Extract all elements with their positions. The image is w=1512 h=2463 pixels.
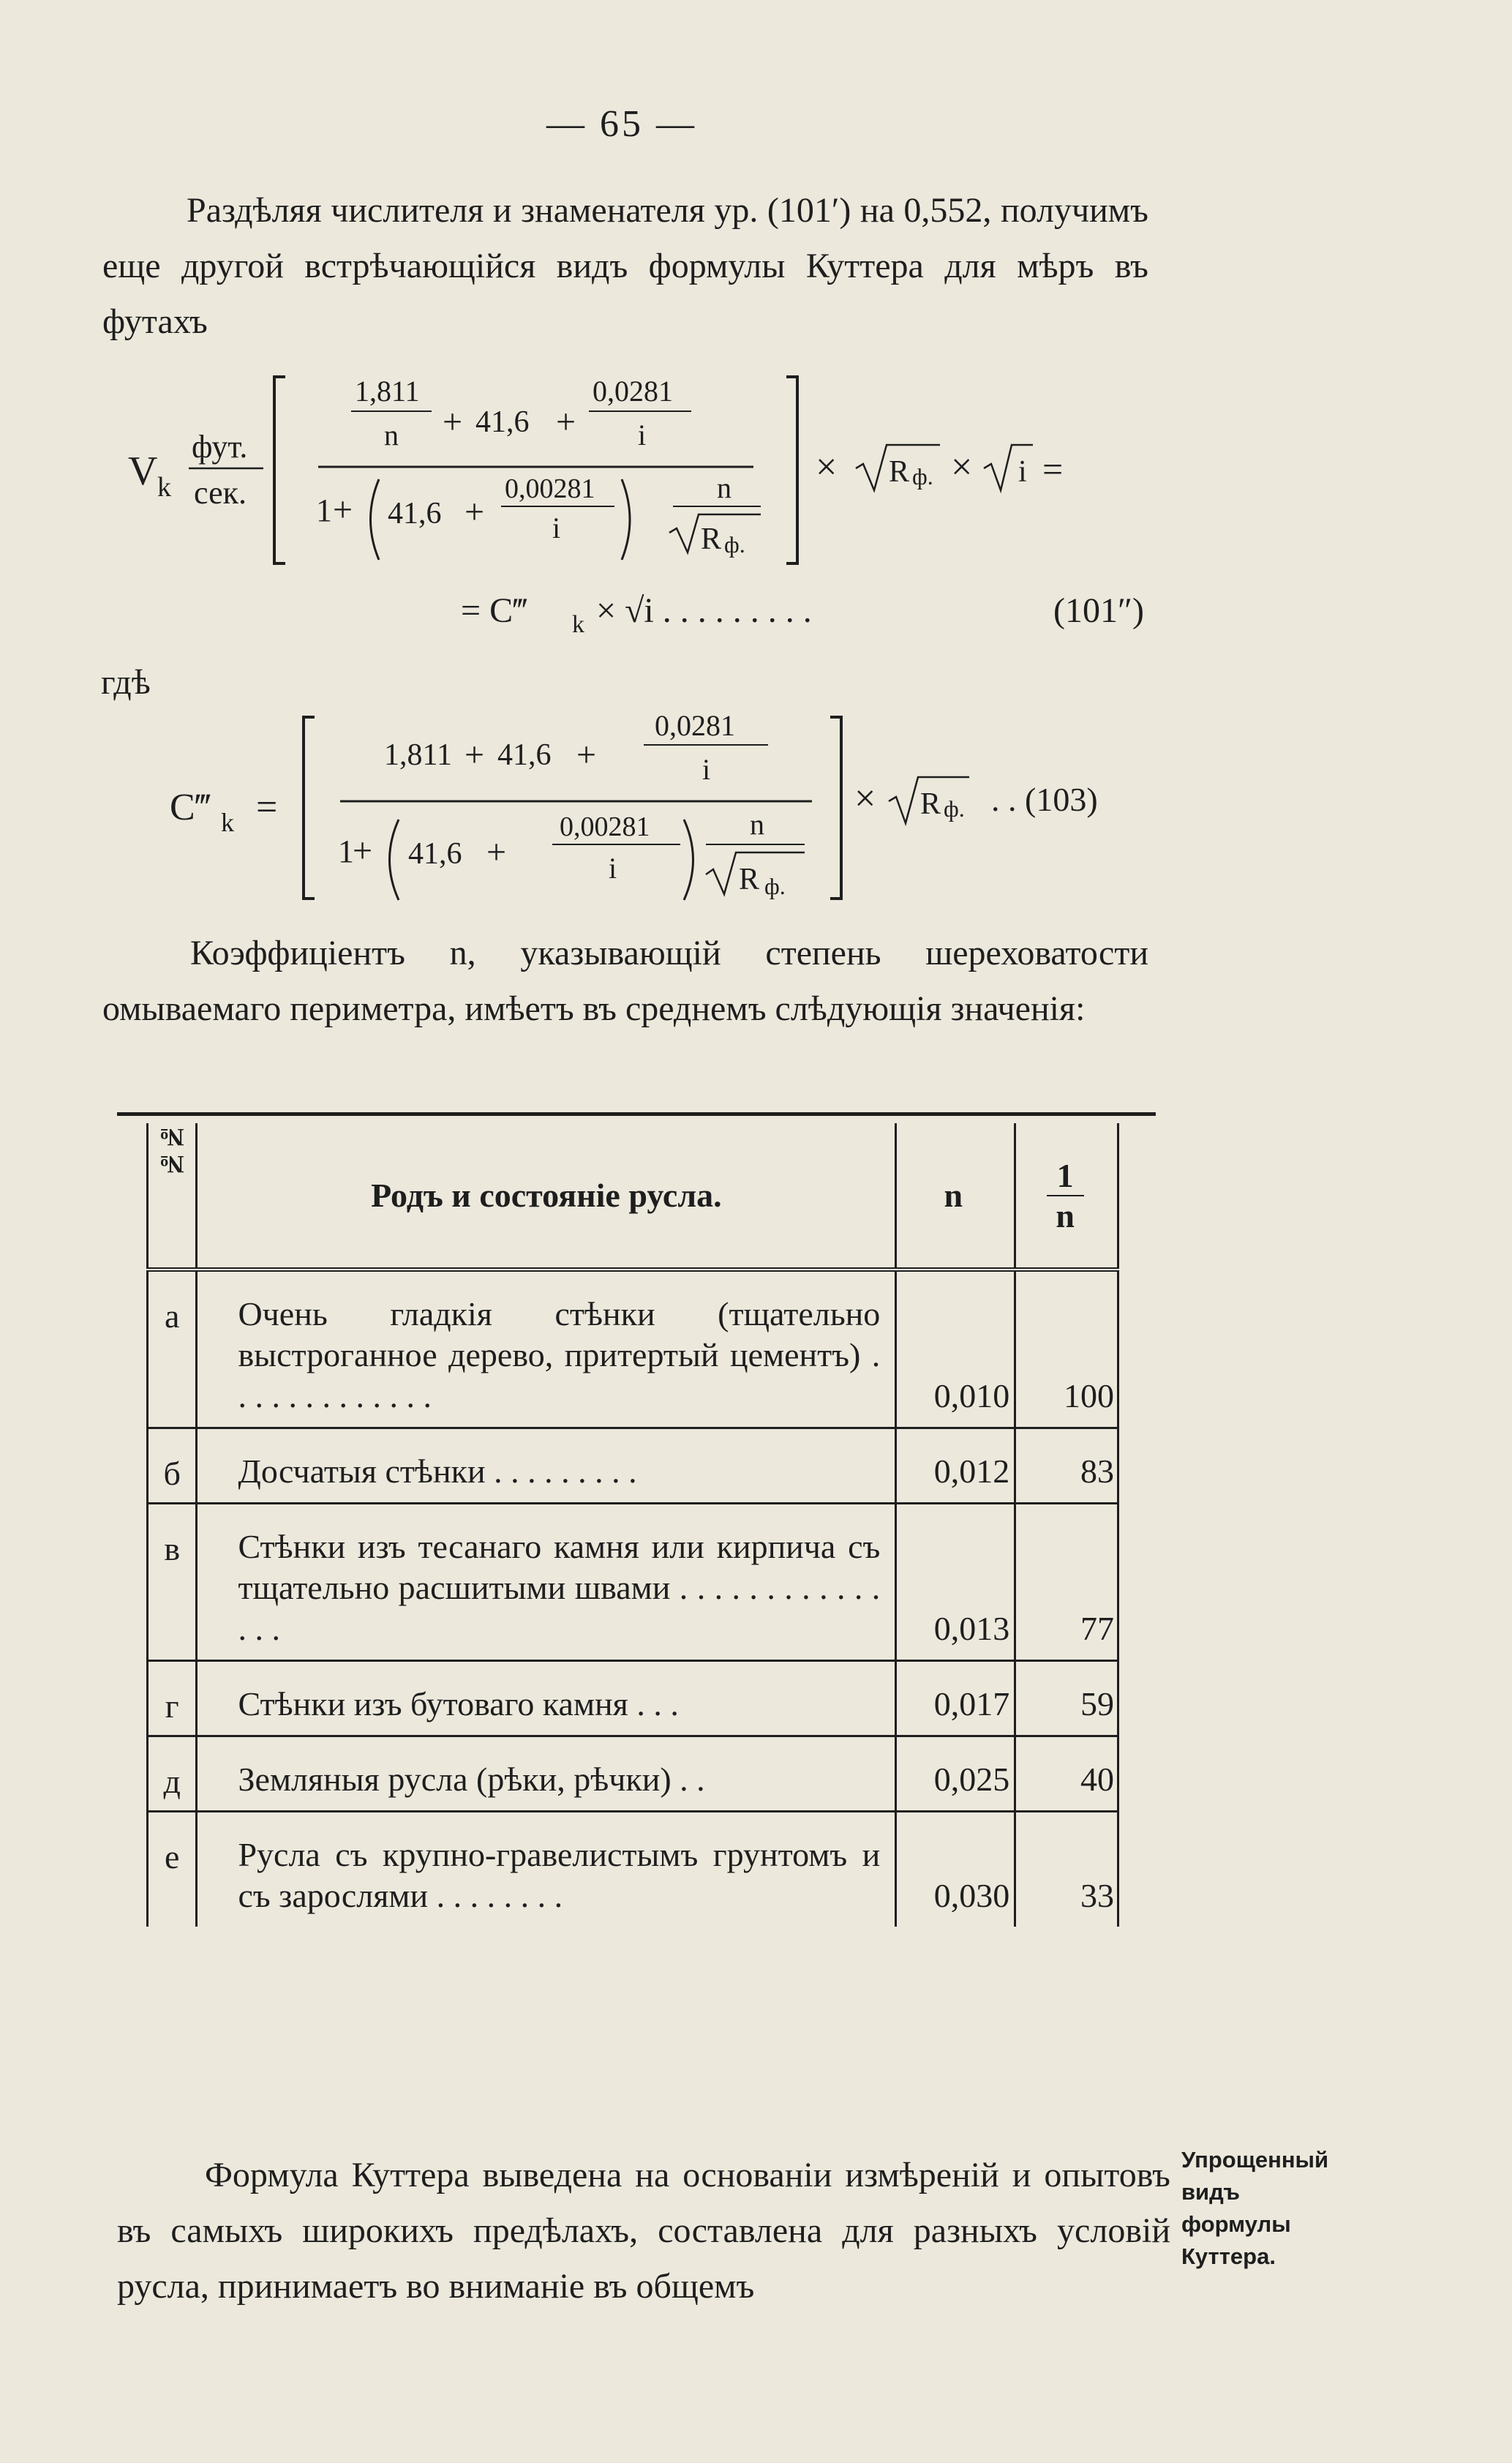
roughness-coefficient-table [146, 1123, 1119, 1927]
header-number: №№ [158, 1123, 186, 1177]
row-n-value: 0,013 [896, 1504, 1015, 1661]
svg-text:1: 1 [316, 492, 332, 528]
svg-text:+: + [443, 402, 463, 441]
formula2-lhs: C‴ [170, 787, 211, 828]
row-inverse-value: 40 [1015, 1736, 1118, 1812]
page-number: — 65 — [546, 103, 697, 145]
svg-text:ф.: ф. [764, 873, 786, 899]
header-n: n [896, 1123, 1015, 1270]
row-description: Земляныя русла (рѣки, рѣчки) . . [238, 1761, 705, 1798]
svg-text:+: + [464, 492, 485, 531]
row-letter: д [163, 1763, 181, 1800]
row-letter: г [165, 1687, 179, 1725]
table-row [148, 1428, 1118, 1504]
row-n-value: 0,025 [896, 1736, 1015, 1812]
header-description: Родъ и состояніе русла. [197, 1123, 896, 1270]
row-description: Стѣнки изъ тесанаго камня или кирпича съ тщательно расшитыми швами . . . . . . . . . . . . . . . [238, 1528, 881, 1647]
formula1-lhs-sub: k [157, 472, 171, 503]
formula-103 [161, 702, 1170, 907]
svg-text:×: × [951, 446, 973, 488]
formula1-lhs: V [128, 449, 158, 494]
svg-text:+: + [576, 735, 597, 774]
svg-text:R: R [701, 522, 722, 556]
formula1-units-den: сек. [194, 475, 247, 511]
svg-text:=: = [1042, 449, 1064, 490]
svg-text:ф.: ф. [944, 795, 965, 822]
svg-text:+: + [464, 735, 485, 774]
row-description: Русла съ крупно-гравелистымъ грунтомъ и съ зарослями . . . . . . . . [238, 1836, 881, 1914]
svg-text:R: R [920, 787, 941, 821]
row-n-value: 0,017 [896, 1661, 1015, 1736]
formula2-lhs-sub: k [221, 808, 234, 837]
svg-text:n: n [717, 471, 731, 504]
row-n-value: 0,010 [896, 1270, 1015, 1428]
svg-text:×: × [816, 446, 838, 488]
svg-text:n: n [384, 419, 399, 451]
row-inverse-value: 59 [1015, 1661, 1118, 1736]
svg-text:41,6: 41,6 [475, 405, 530, 439]
row-n-value: 0,012 [896, 1428, 1015, 1504]
svg-text:41,6: 41,6 [497, 738, 552, 772]
svg-text:×: × [854, 778, 876, 820]
row-description: Очень гладкія стѣнки (тщательно выстроганное дерево, притертый цементъ) . . . . . . . . . . . . . [238, 1295, 881, 1414]
svg-text:i: i [609, 852, 617, 885]
row-inverse-value: 33 [1015, 1812, 1118, 1927]
svg-text:i: i [552, 511, 561, 544]
row-inverse-value: 77 [1015, 1504, 1118, 1661]
svg-text:0,00281: 0,00281 [560, 811, 650, 842]
svg-text:0,0281: 0,0281 [655, 709, 735, 742]
formula1-units-num: фут. [192, 429, 248, 465]
paragraph-intro: Раздѣляя числителя и знаменателя ур. (101′) на 0,552, получимъ еще другой встрѣчающійся видъ формулы Куттера для мѣръ въ футахъ [102, 191, 1148, 341]
svg-text:R: R [889, 455, 910, 489]
svg-text:0,0281: 0,0281 [593, 375, 673, 408]
svg-text:41,6: 41,6 [408, 837, 462, 871]
svg-text:41,6: 41,6 [388, 497, 442, 531]
row-inverse-value: 83 [1015, 1428, 1118, 1504]
row-letter: в [164, 1530, 181, 1567]
svg-text:k: k [572, 611, 584, 638]
eq-number-101-double-prime: (101″) [1053, 591, 1144, 630]
svg-text:1,811: 1,811 [355, 375, 420, 408]
table-row [148, 1504, 1118, 1661]
header-inverse-n: $\frac{1}{n}$ [1015, 1123, 1118, 1270]
svg-text:1: 1 [338, 833, 354, 869]
paragraph-kutter: Формула Куттера выведена на основаніи измѣреній и опытовъ въ самыхъ широкихъ предѣлахъ, составлена для разныхъ условій русла, принимаетъ во вниманіе въ общемъ [117, 2156, 1170, 2306]
formula-101-double-prime [110, 359, 1170, 651]
table-row [148, 1661, 1118, 1736]
svg-text:× √i . . . . . . . . .: × √i . . . . . . . . . [596, 591, 812, 630]
svg-text:+: + [556, 402, 576, 441]
table-row [148, 1736, 1118, 1812]
table-row [148, 1270, 1118, 1428]
svg-text:ф.: ф. [912, 463, 933, 490]
svg-text:=: = [256, 787, 278, 828]
svg-text:i: i [1018, 455, 1027, 489]
table-row [148, 1812, 1118, 1927]
where-label: гдѣ [101, 663, 151, 702]
margin-note: Упрощенный видъ формулы Куттера. [1181, 2147, 1329, 2269]
row-letter: е [165, 1838, 180, 1875]
row-n-value: 0,030 [896, 1812, 1015, 1927]
svg-text:i: i [638, 419, 647, 451]
svg-text:+: + [333, 490, 353, 529]
svg-text:0,00281: 0,00281 [505, 473, 595, 504]
svg-text:R: R [739, 863, 760, 896]
paragraph-coefficient: Коэффиціентъ n, указывающій степень шереховатости омываемаго периметра, имѣетъ въ среднемъ слѣдующія значенія: [102, 934, 1148, 1028]
svg-text:1,811: 1,811 [384, 738, 452, 772]
svg-text:+: + [486, 833, 507, 871]
row-description: Досчатыя стѣнки . . . . . . . . . [238, 1452, 637, 1490]
row-inverse-value: 100 [1015, 1270, 1118, 1428]
svg-text:n: n [750, 808, 764, 841]
table-top-rule [117, 1112, 1156, 1116]
row-letter: б [163, 1455, 181, 1492]
svg-text:i: i [702, 753, 711, 786]
formula1-line2: = C‴ [461, 591, 528, 630]
eq-number-103: . . (103) [991, 781, 1098, 818]
svg-text:ф.: ф. [724, 531, 745, 558]
row-letter: а [165, 1297, 180, 1335]
row-description: Стѣнки изъ бутоваго камня . . . [238, 1685, 679, 1722]
table-header-row [148, 1123, 1118, 1270]
svg-text:+: + [353, 831, 373, 870]
